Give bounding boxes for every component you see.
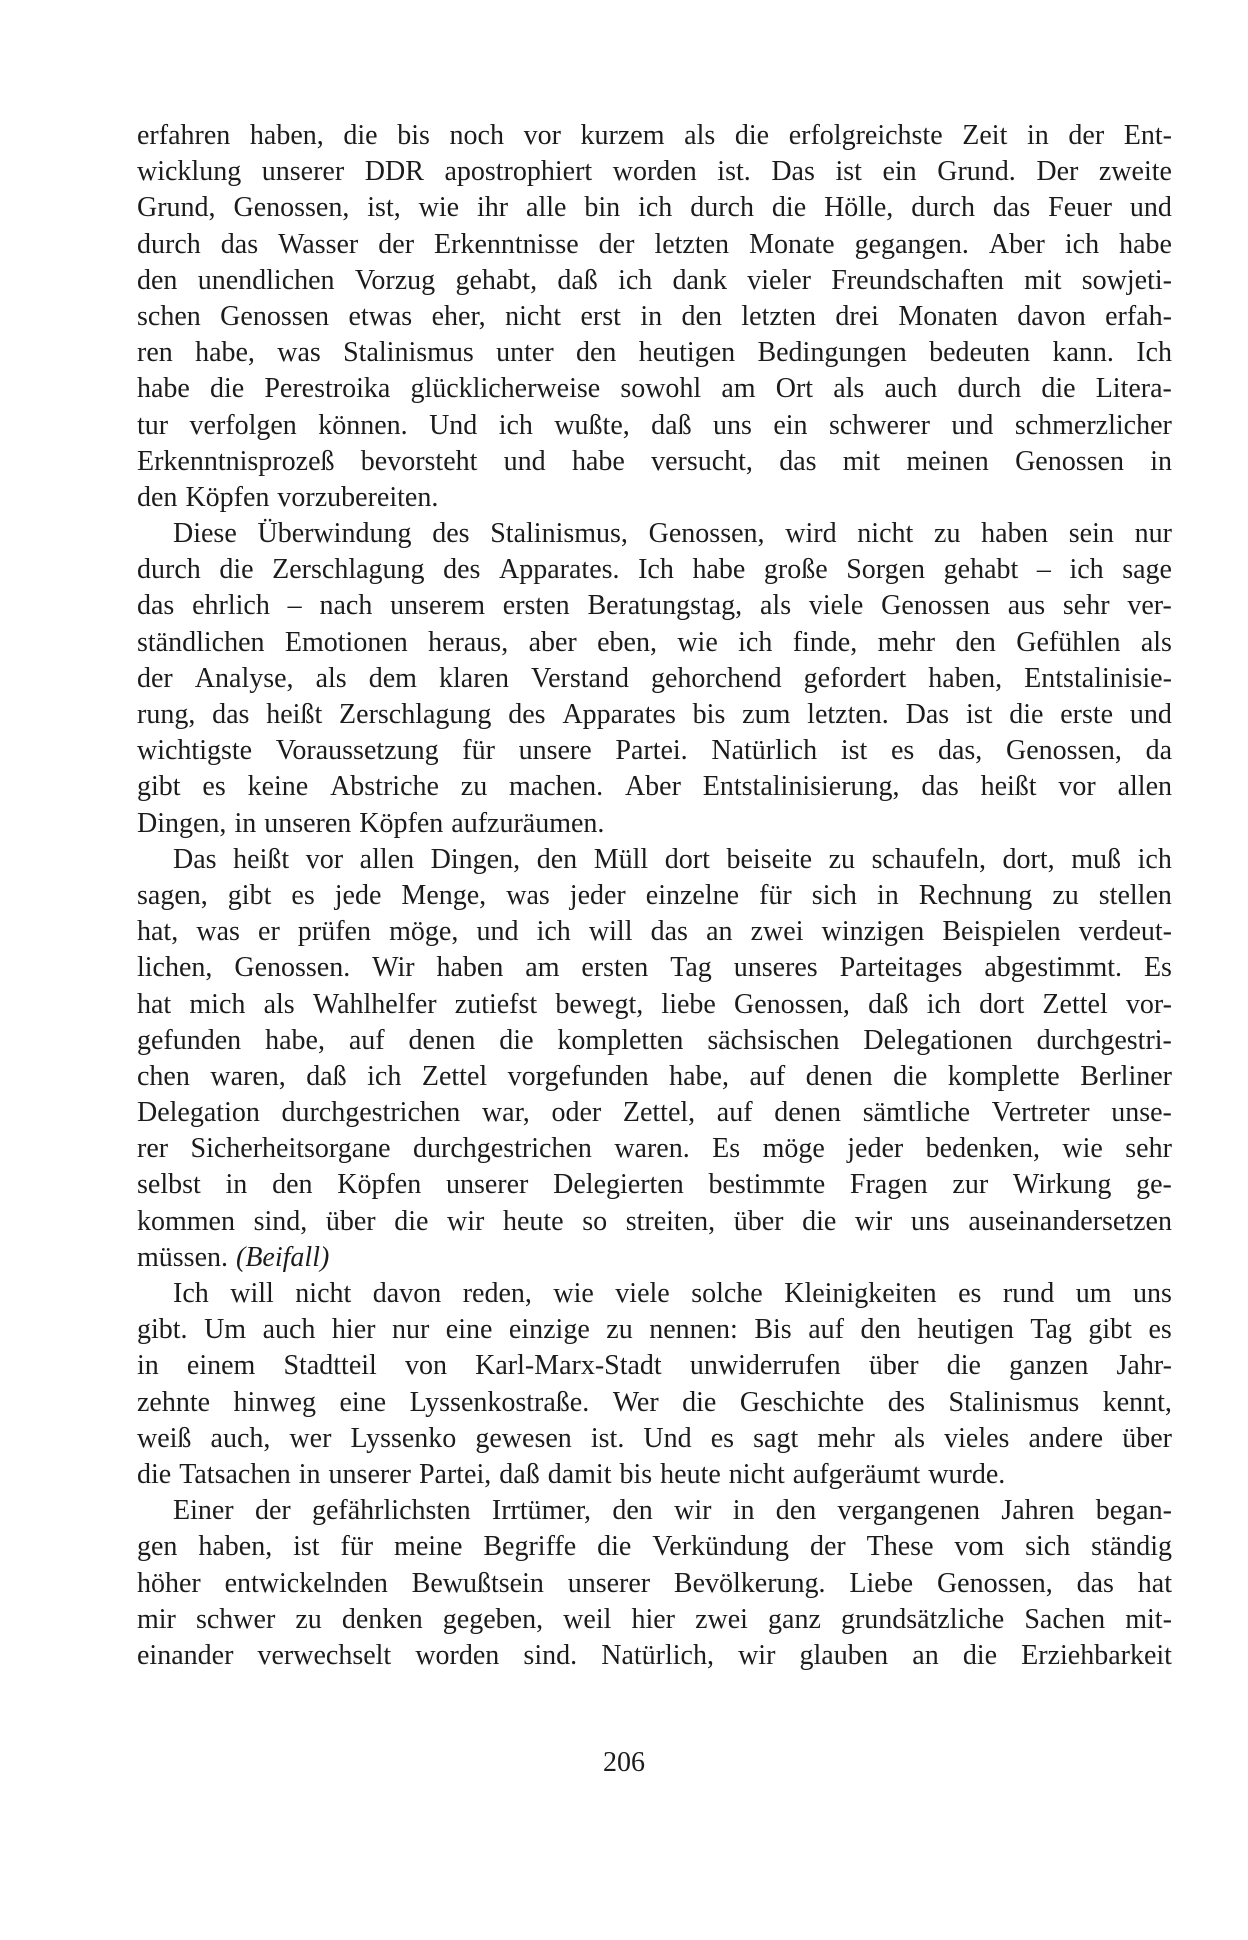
text-line: hat mich als Wahlhelfer zutiefst bewegt, liebe Genossen, daß ich dort Zettel vor- bbox=[137, 988, 1172, 1020]
text-line: sagen, gibt es jede Menge, was jeder einzelne für sich in Rechnung zu stellen bbox=[137, 879, 1172, 911]
text-line: durch die Zerschlagung des Apparates. Ich habe große Sorgen gehabt – ich sage bbox=[137, 554, 1172, 586]
paragraph bbox=[137, 842, 1172, 1276]
text-line: mir schwer zu denken gegeben, weil hier zwei ganz grundsätzliche Sachen mit- bbox=[137, 1603, 1172, 1635]
text-line: Diese Überwindung des Stalinismus, Genossen, wird nicht zu haben sein nur bbox=[173, 518, 1172, 550]
text-line: Erkenntnisprozeß bevorsteht und habe versucht, das mit meinen Genossen in bbox=[137, 445, 1172, 477]
text-line: selbst in den Köpfen unserer Delegierten bestimmte Fragen zur Wirkung ge- bbox=[137, 1169, 1172, 1201]
text-line: Ich will nicht davon reden, wie viele solche Kleinigkeiten es rund um uns bbox=[173, 1278, 1172, 1309]
text-line: gefunden habe, auf denen die kompletten sächsischen Delegationen durchgestri- bbox=[137, 1024, 1172, 1056]
text-line: einander verwechselt worden sind. Natürlich, wir glauben an die Erziehbarkeit bbox=[137, 1639, 1172, 1671]
text-line: der Analyse, als dem klaren Verstand gehorchend gefordert haben, Entstalinisie- bbox=[137, 662, 1172, 694]
applause-note: (Beifall) bbox=[236, 1241, 330, 1273]
paragraph bbox=[137, 118, 1172, 516]
text-line: rer Sicherheitsorgane durchgestrichen waren. Es möge jeder bedenken, wie sehr bbox=[137, 1133, 1172, 1165]
text-line: rung, das heißt Zerschlagung des Apparates bis zum letzten. Das ist die erste und bbox=[137, 699, 1172, 730]
paragraph bbox=[137, 516, 1172, 842]
text-line: schen Genossen etwas eher, nicht erst in den letzten drei Monaten davon erfah- bbox=[137, 300, 1172, 332]
text-line: wichtigste Voraussetzung für unsere Partei. Natürlich ist es das, Genossen, da bbox=[137, 735, 1172, 767]
text-line: zehnte hinweg eine Lyssenkostraße. Wer die Geschichte des Stalinismus kennt, bbox=[137, 1386, 1172, 1418]
text-line: habe die Perestroika glücklicherweise sowohl am Ort als auch durch die Litera- bbox=[137, 373, 1172, 405]
text-line: kommen sind, über die wir heute so streiten, über die wir uns auseinandersetzen bbox=[137, 1205, 1172, 1237]
text-line: ständlichen Emotionen heraus, aber eben, wie ich finde, mehr den Gefühlen als bbox=[137, 626, 1172, 658]
paragraph bbox=[137, 1493, 1172, 1674]
paragraph bbox=[137, 1276, 1172, 1493]
text-line: tur verfolgen können. Und ich wußte, daß uns ein schwerer und schmerzlicher bbox=[137, 409, 1172, 441]
text-line: Einer der gefährlichsten Irrtümer, den wir in den vergangenen Jahren began- bbox=[173, 1495, 1172, 1527]
text-line: Grund, Genossen, ist, wie ihr alle bin ich durch die Hölle, durch das Feuer und bbox=[137, 192, 1172, 224]
text-line: den Köpfen vorzubereiten. bbox=[137, 481, 439, 513]
text-line: durch das Wasser der Erkenntnisse der letzten Monate gegangen. Aber ich habe bbox=[137, 228, 1172, 260]
text-line: den unendlichen Vorzug gehabt, daß ich dank vieler Freundschaften mit sowjeti- bbox=[137, 264, 1172, 296]
text-line: weiß auch, wer Lyssenko gewesen ist. Und es sagt mehr als vieles andere über bbox=[137, 1422, 1172, 1454]
text-line: gibt es keine Abstriche zu machen. Aber Entstalinisierung, das heißt vor allen bbox=[137, 771, 1172, 803]
text-line: chen waren, daß ich Zettel vorgefunden habe, auf denen die komplette Berliner bbox=[137, 1060, 1172, 1092]
text-line: wicklung unserer DDR apostrophiert worden ist. Das ist ein Grund. Der zweite bbox=[137, 156, 1172, 188]
text-line: das ehrlich – nach unserem ersten Beratungstag, als viele Genossen aus sehr ver- bbox=[137, 590, 1172, 622]
text-line: erfahren haben, die bis noch vor kurzem als die erfolgreichste Zeit in der Ent- bbox=[137, 120, 1172, 151]
text-line: die Tatsachen in unserer Partei, daß damit bis heute nicht aufgeräumt wurde. bbox=[137, 1458, 1006, 1490]
text-line: gen haben, ist für meine Begriffe die Verkündung der These vom sich ständig bbox=[137, 1531, 1172, 1563]
text-line: Das heißt vor allen Dingen, den Müll dort beiseite zu schaufeln, dort, muß ich bbox=[173, 843, 1172, 875]
text-line: höher entwickelnden Bewußtsein unserer Bevölkerung. Liebe Genossen, das hat bbox=[137, 1567, 1172, 1599]
body-text bbox=[137, 118, 1172, 1674]
text-line: müssen. (Beifall) bbox=[137, 1240, 1172, 1276]
text-line: lichen, Genossen. Wir haben am ersten Tag unseres Parteitages abgestimmt. Es bbox=[137, 952, 1172, 984]
text-line: gibt. Um auch hier nur eine einzige zu nennen: Bis auf den heutigen Tag gibt es bbox=[137, 1314, 1172, 1346]
text-line: Delegation durchgestrichen war, oder Zettel, auf denen sämtliche Vertreter unse- bbox=[137, 1097, 1172, 1129]
text-line: in einem Stadtteil von Karl-Marx-Stadt unwiderrufen über die ganzen Jahr- bbox=[137, 1350, 1172, 1382]
text-line: Dingen, in unseren Köpfen aufzuräumen. bbox=[137, 807, 605, 839]
page-number: 206 bbox=[603, 1747, 645, 1778]
text-line: hat, was er prüfen möge, und ich will das an zwei winzigen Beispielen verdeut- bbox=[137, 916, 1172, 948]
text-line: ren habe, was Stalinismus unter den heutigen Bedingungen bedeuten kann. Ich bbox=[137, 337, 1172, 369]
